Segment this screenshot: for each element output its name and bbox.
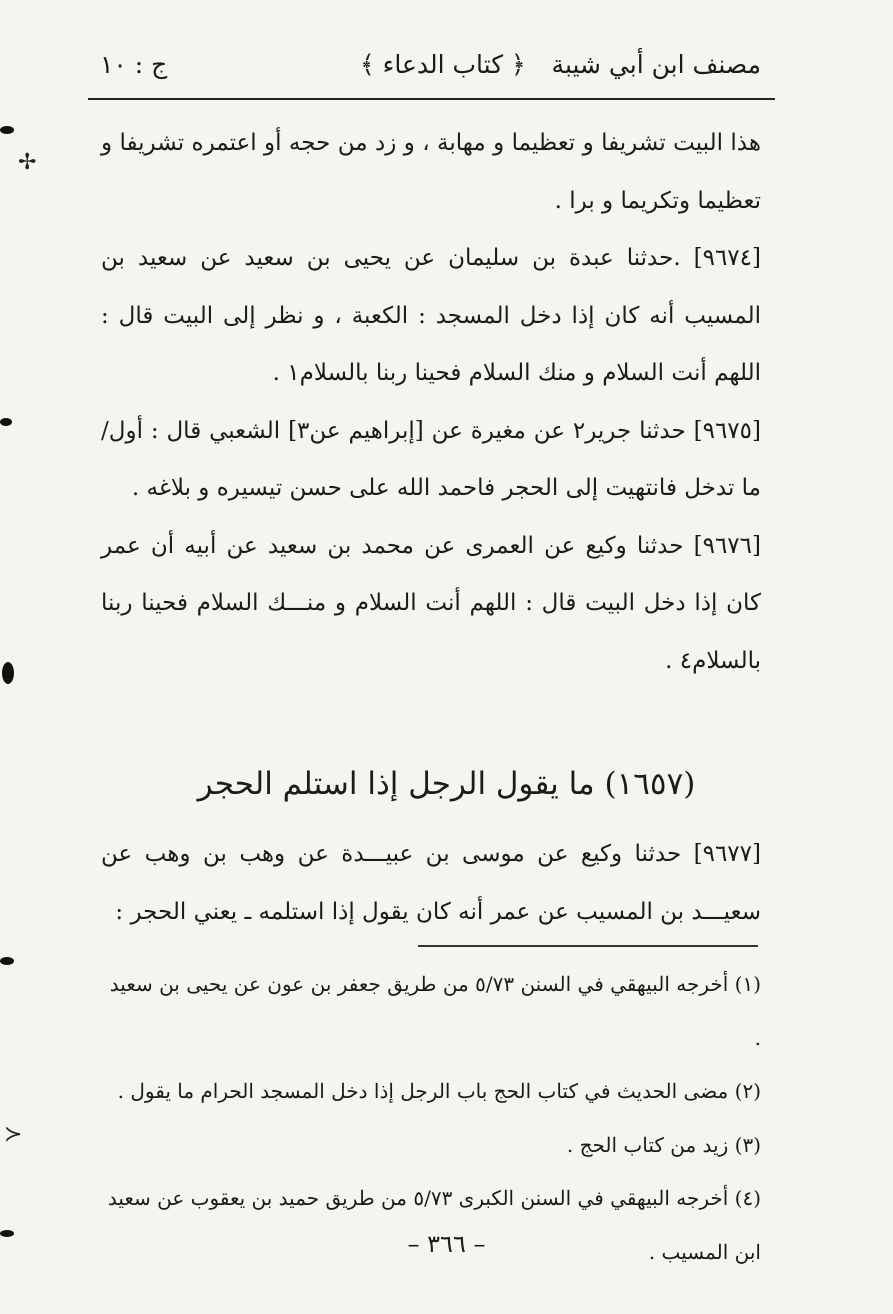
footnote-2: (٢) مضى الحديث في كتاب الحج باب الرجل إذا دخل المسجد الحرام ما يقول .: [117, 1079, 761, 1103]
scan-blot: [0, 957, 14, 965]
hadith-9677: [٩٦٧٧] حدثنا وكيع عن موسى بن عبيـــدة عن وهب بن وهب عن سعيـــد بن المسيب عن عمر أنه كان يقول إذا استلمه ـ يعني الحجر :: [101, 841, 761, 925]
footnote-3: (٣) زيد من كتاب الحج .: [566, 1132, 761, 1157]
hadith-9674: [٩٦٧٤] .حدثنا عبدة بن سليمان عن يحيى بن سعيد عن سعيد بن المسيب أنه كان إذا دخل المسجد : الكعبة ، و نظر إلى البيت قال : اللهم أنت السلام و منك السلام فحينا ربنا بالسلام١ .: [101, 245, 761, 386]
header-volume: ج : ١٠: [100, 50, 168, 79]
page-number: – ٣٦٦ –: [407, 1230, 486, 1258]
main-text-continued: [101, 826, 761, 941]
footnote-divider: [418, 945, 758, 947]
chapter-heading: (١٦٥٧) ما يقول الرجل إذا استلم الحجر: [197, 766, 696, 802]
scan-blot: [0, 126, 14, 134]
header-chapter-name: ﴿ كتاب الدعاء ﴾: [360, 50, 526, 79]
main-text: [101, 115, 761, 690]
scan-mark-icon: ≻: [4, 1122, 23, 1147]
scan-mark-icon: ✢: [18, 150, 37, 175]
header-divider: [88, 98, 775, 100]
scan-blot: [0, 418, 12, 426]
footnote-4: (٤) أخرجه البيهقي في السنن الكبرى ٥/٧٣ من طريق حميد بن يعقوب عن سعيد ابن المسيب .: [107, 1186, 761, 1264]
hadith-9675: [٩٦٧٥] حدثنا جرير٢ عن مغيرة عن [إبراهيم عن٣] الشعبي قال : أول/ ما تدخل فانتهيت إلى الحجر فاحمد الله على حسن تيسيره و بلاغه .: [101, 417, 761, 501]
footnote-1: (١) أخرجه البيهقي في السنن ٥/٧٣ من طريق جعفر بن عون عن يحيى بن سعيد .: [109, 972, 761, 1050]
scan-blot: [2, 662, 14, 684]
scan-blot: [0, 1230, 14, 1237]
header-book-title: مصنف ابن أبي شيبة: [551, 50, 761, 79]
hadith-9676: [٩٦٧٦] حدثنا وكيع عن العمرى عن محمد بن سعيد عن أبيه أن عمر كان إذا دخل البيت قال : اللهم أنت السلام و منـــك السلام فحينا ربنا بالسلام٤ .: [101, 532, 761, 674]
paragraph-1: هذا البيت تشريفا و تعظيما و مهابة ، و زد من حجه أو اعتمره تشريفا و تعظيما وتكريما و برا .: [101, 130, 761, 214]
